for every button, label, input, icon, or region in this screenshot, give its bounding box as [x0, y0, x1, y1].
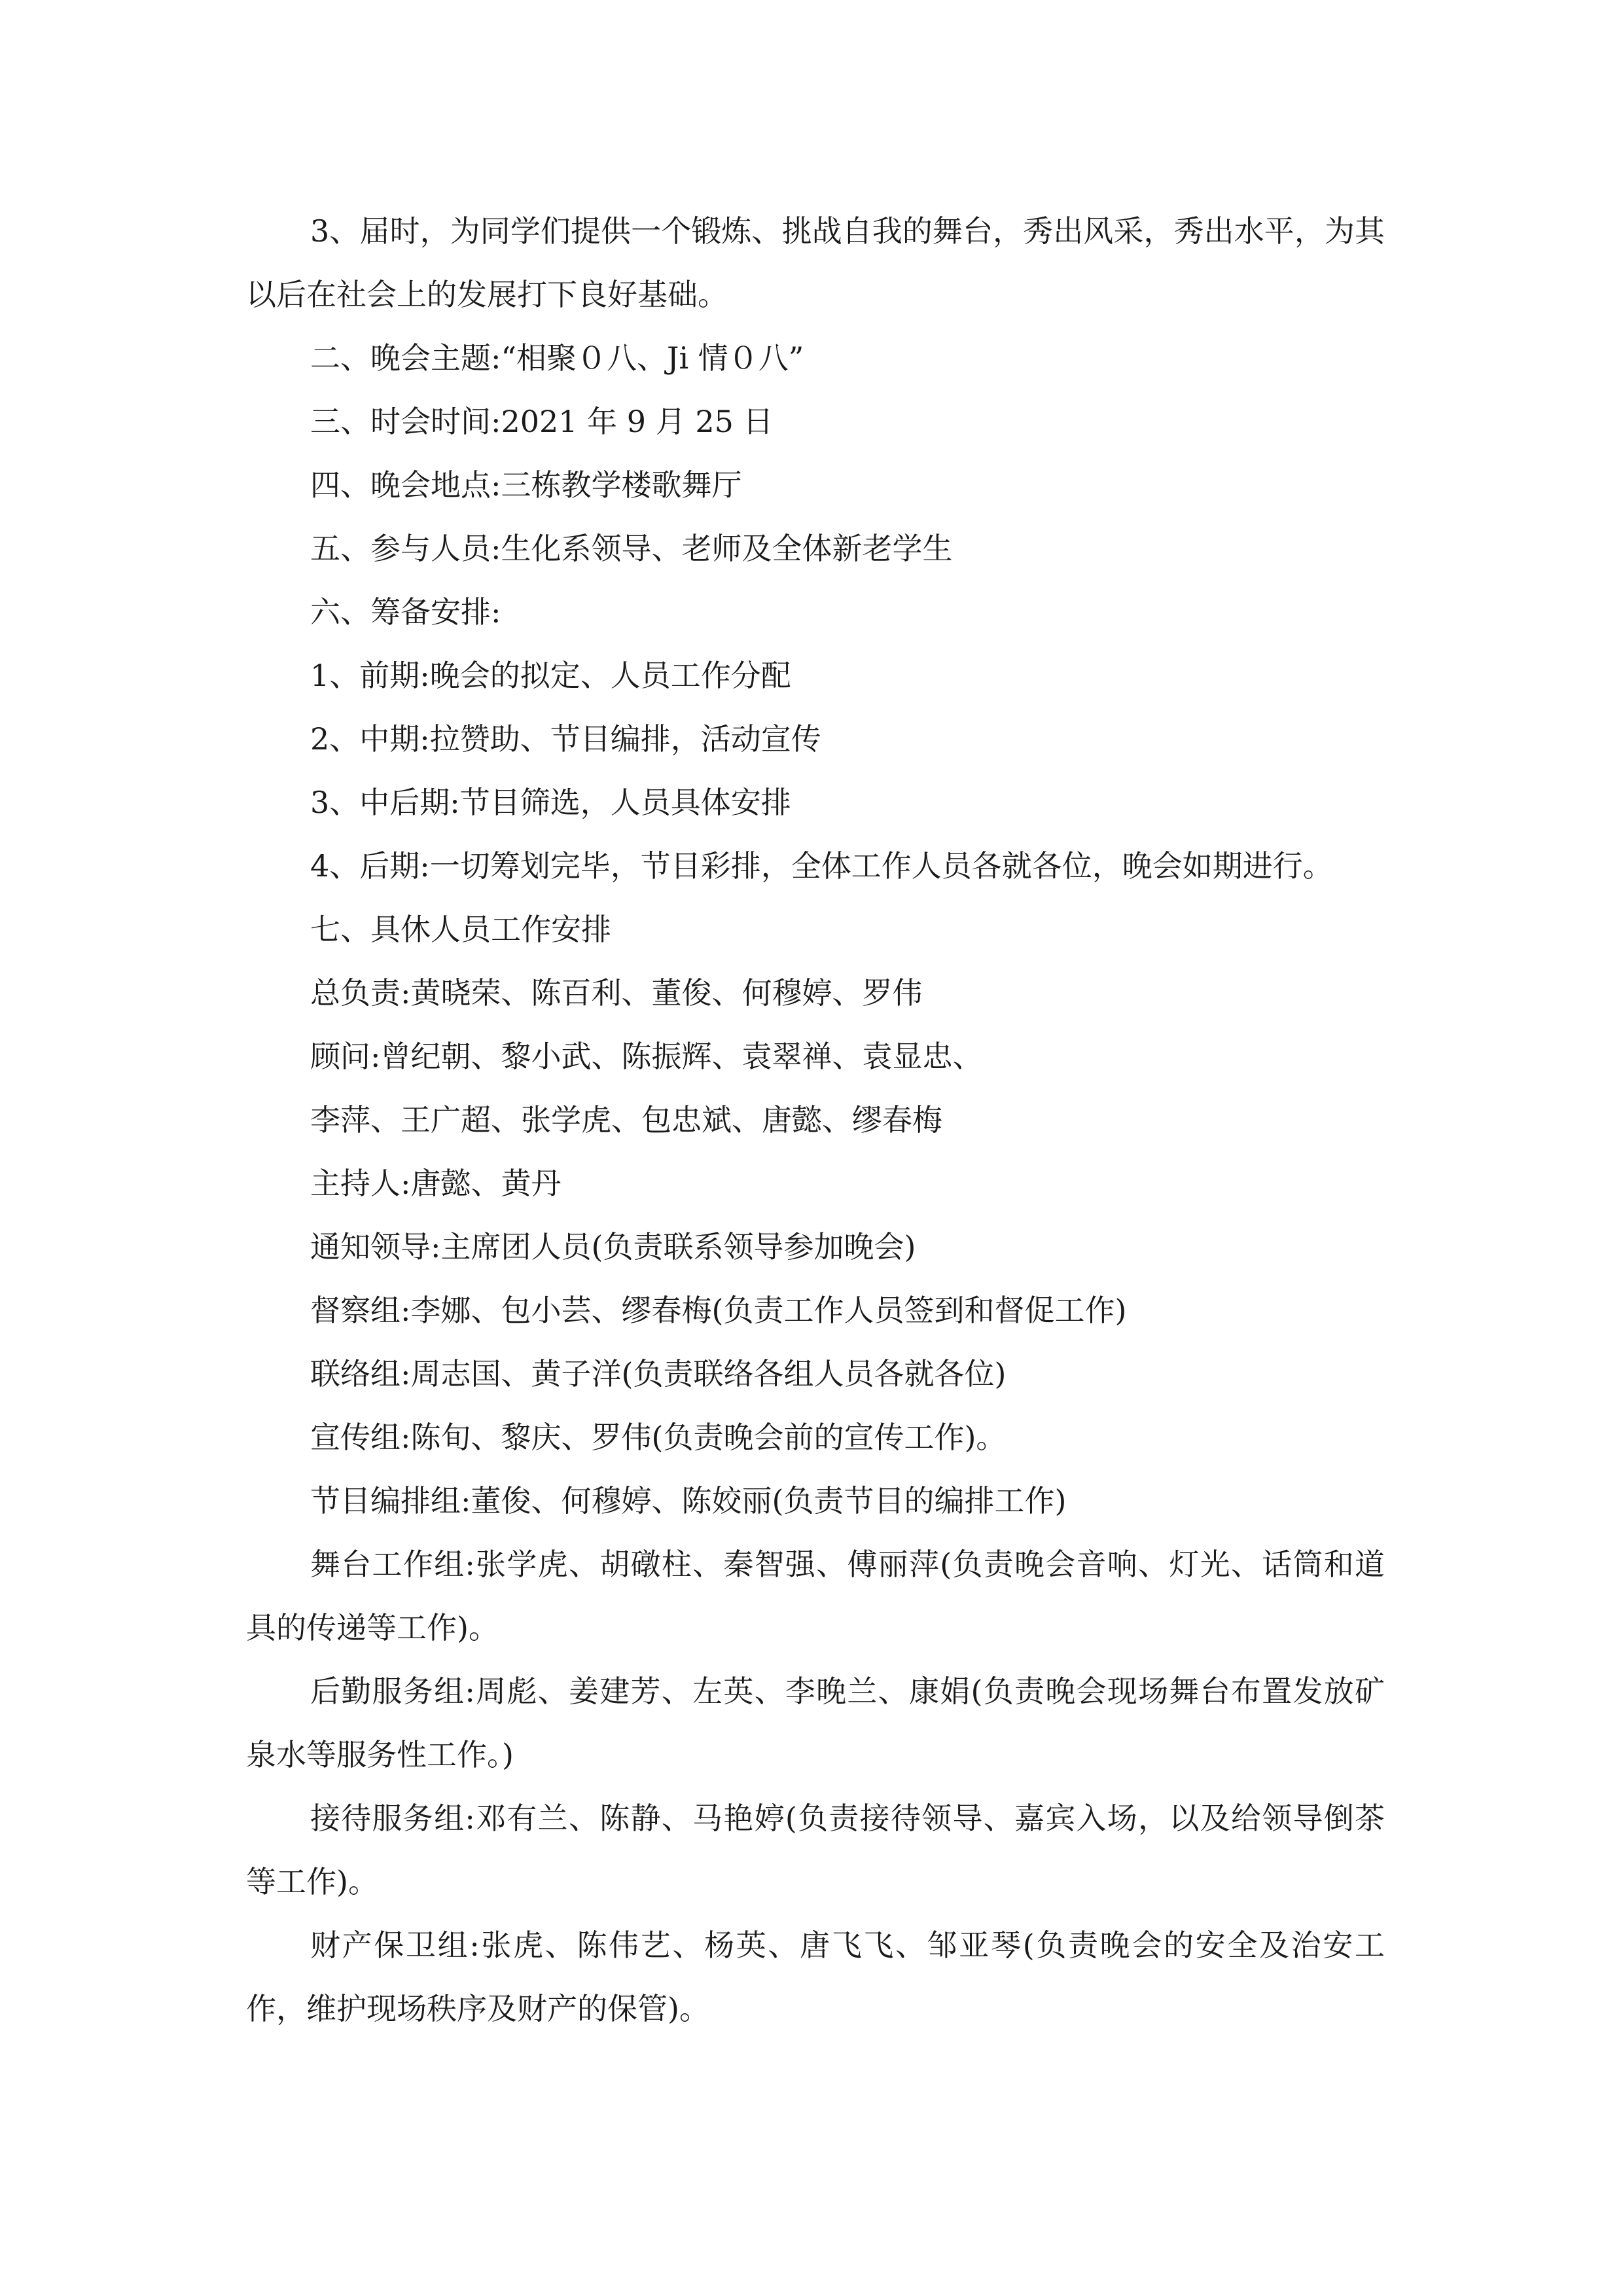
paragraph-staff-heading: 七、具休人员工作安排 [310, 912, 611, 947]
paragraph-phase-mid-late: 3、中后期:节目筛选，人员具体安排 [310, 785, 791, 820]
paragraph-time: 三、时会时间:2021 年 9 月 25 日 [310, 404, 774, 439]
paragraph-liaison-group: 联络组:周志国、黄子洋(负责联络各组人员各就各位) [310, 1356, 1007, 1391]
paragraph-reception-group: 接待服务组:邓有兰、陈静、马艳婷(负责接待领导、嘉宾入场，以及给领导倒茶等工作)。 [246, 1801, 1385, 1899]
paragraph-supervision-group: 督察组:李娜、包小芸、缪春梅(负责工作人员签到和督促工作) [310, 1293, 1127, 1328]
paragraph-phase-middle: 2、中期:拉赞助、节目编排，活动宣传 [310, 721, 821, 757]
paragraph-chief: 总负责:黄晓荣、陈百利、董俊、何穆婷、罗伟 [310, 975, 923, 1011]
document-body [246, 200, 1385, 2041]
paragraph-hosts: 主持人:唐懿、黄丹 [310, 1166, 562, 1201]
paragraph-advisors: 顾问:曾纪朝、黎小武、陈振辉、袁翠禅、袁显忠、 [310, 1039, 983, 1074]
paragraph-preparation-heading: 六、筹备安排: [310, 594, 501, 630]
paragraph-phase-early: 1、前期:晚会的拟定、人员工作分配 [310, 658, 791, 693]
paragraph-theme: 二、晚会主题:“相聚０八、Ji 情０八” [310, 340, 804, 376]
paragraph-logistics-group: 后勤服务组:周彪、姜建芳、左英、李晚兰、康娟(负责晚会现场舞台布置发放矿泉水等服务性工作。) [246, 1674, 1385, 1772]
paragraph-program-group: 节目编排组:董俊、何穆婷、陈姣丽(负责节目的编排工作) [310, 1483, 1067, 1518]
paragraph-event-purpose: 3、届时，为同学们提供一个锻炼、挑战自我的舞台，秀出风采，秀出水平，为其以后在社会上的发展打下良好基础。 [246, 213, 1385, 312]
paragraph-advisors-continued: 李萍、王广超、张学虎、包忠斌、唐懿、缪春梅 [310, 1102, 942, 1138]
paragraph-notify-leaders: 通知领导:主席团人员(负责联系领导参加晚会) [310, 1229, 916, 1265]
paragraph-location: 四、晚会地点:三栋教学楼歌舞厅 [310, 467, 742, 503]
paragraph-participants: 五、参与人员:生化系领导、老师及全体新老学生 [310, 531, 953, 566]
paragraph-phase-late: 4、后期:一切筹划完毕，节目彩排，全体工作人员各就各位，晚会如期进行。 [310, 848, 1333, 884]
paragraph-security-group: 财产保卫组:张虎、陈伟艺、杨英、唐飞飞、邹亚琴(负责晚会的安全及治安工作，维护现场秩序及财产的保管)。 [246, 1928, 1385, 2026]
paragraph-stage-group: 舞台工作组:张学虎、胡礅柱、秦智强、傅丽萍(负责晚会音响、灯光、话筒和道具的传递等工作)。 [246, 1547, 1385, 1645]
paragraph-publicity-group: 宣传组:陈旬、黎庆、罗伟(负责晚会前的宣传工作)。 [310, 1420, 1007, 1455]
